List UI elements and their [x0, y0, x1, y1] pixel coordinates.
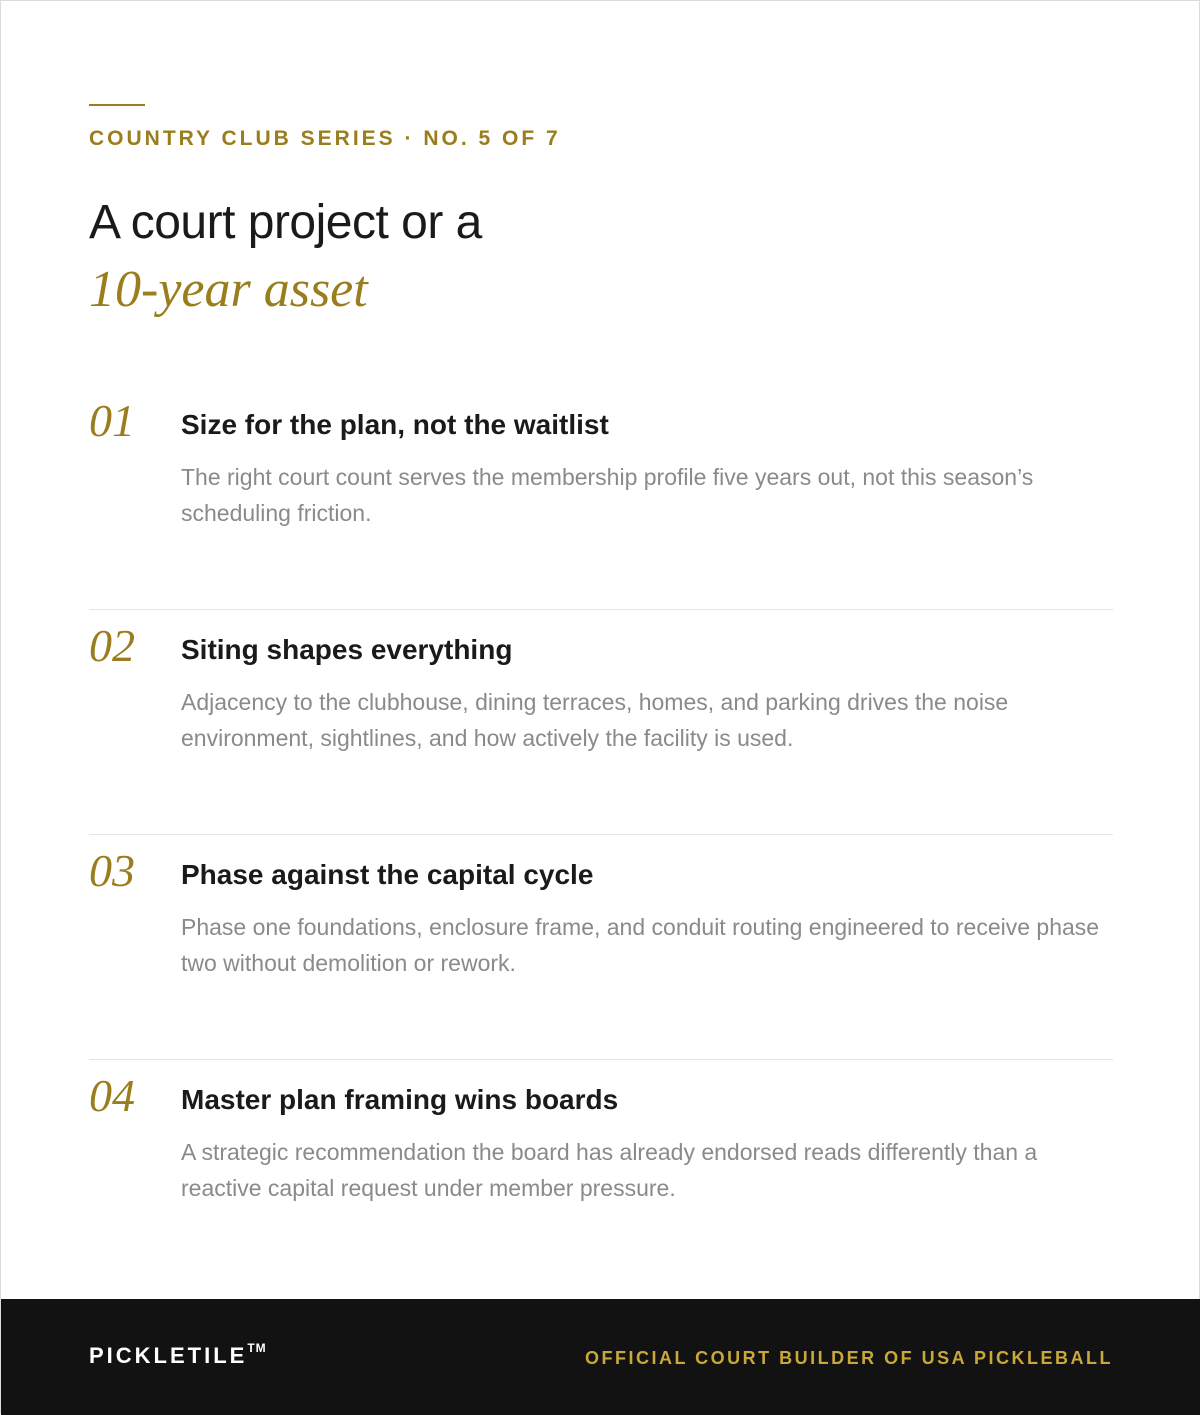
point-number: 04 [89, 1070, 135, 1121]
point-item [89, 385, 1113, 609]
point-body: A strategic recommendation the board has already endorsed reads differently than a reactive capital request under member pressure. [181, 1139, 1038, 1201]
point-title: Phase against the capital cycle [181, 859, 594, 890]
brand-name: PICKLETILE [89, 1343, 248, 1368]
point-title: Size for the plan, not the waitlist [181, 409, 609, 440]
headline-line-2: 10-year asset [89, 261, 368, 318]
point-body: The right court count serves the membership profile five years out, not this season’s scheduling friction. [181, 464, 1034, 526]
point-title: Siting shapes everything [181, 634, 513, 665]
point-number: 03 [89, 845, 135, 896]
headline [89, 191, 482, 325]
accent-rule [89, 104, 145, 106]
point-item [89, 834, 1113, 1059]
point-item [89, 1059, 1113, 1284]
point-body: Phase one foundations, enclosure frame, and conduit routing engineered to receive phase two without demolition or rework. [181, 914, 1100, 976]
series-eyebrow: COUNTRY CLUB SERIES · NO. 5 OF 7 [89, 127, 561, 150]
footer-tagline: OFFICIAL COURT BUILDER OF USA PICKLEBALL [585, 1348, 1113, 1368]
point-number: 01 [89, 395, 135, 446]
footer-bar [1, 1299, 1200, 1415]
point-item [89, 609, 1113, 834]
point-list [89, 385, 1113, 1284]
point-body: Adjacency to the clubhouse, dining terraces, homes, and parking drives the noise environment, sightlines, and how actively the facility is used. [181, 689, 1009, 751]
trademark-mark: TM [247, 1341, 267, 1355]
point-title: Master plan framing wins boards [181, 1084, 619, 1115]
point-number: 02 [89, 620, 135, 671]
brand-logo [89, 1343, 267, 1369]
headline-line-1: A court project or a [89, 196, 482, 249]
